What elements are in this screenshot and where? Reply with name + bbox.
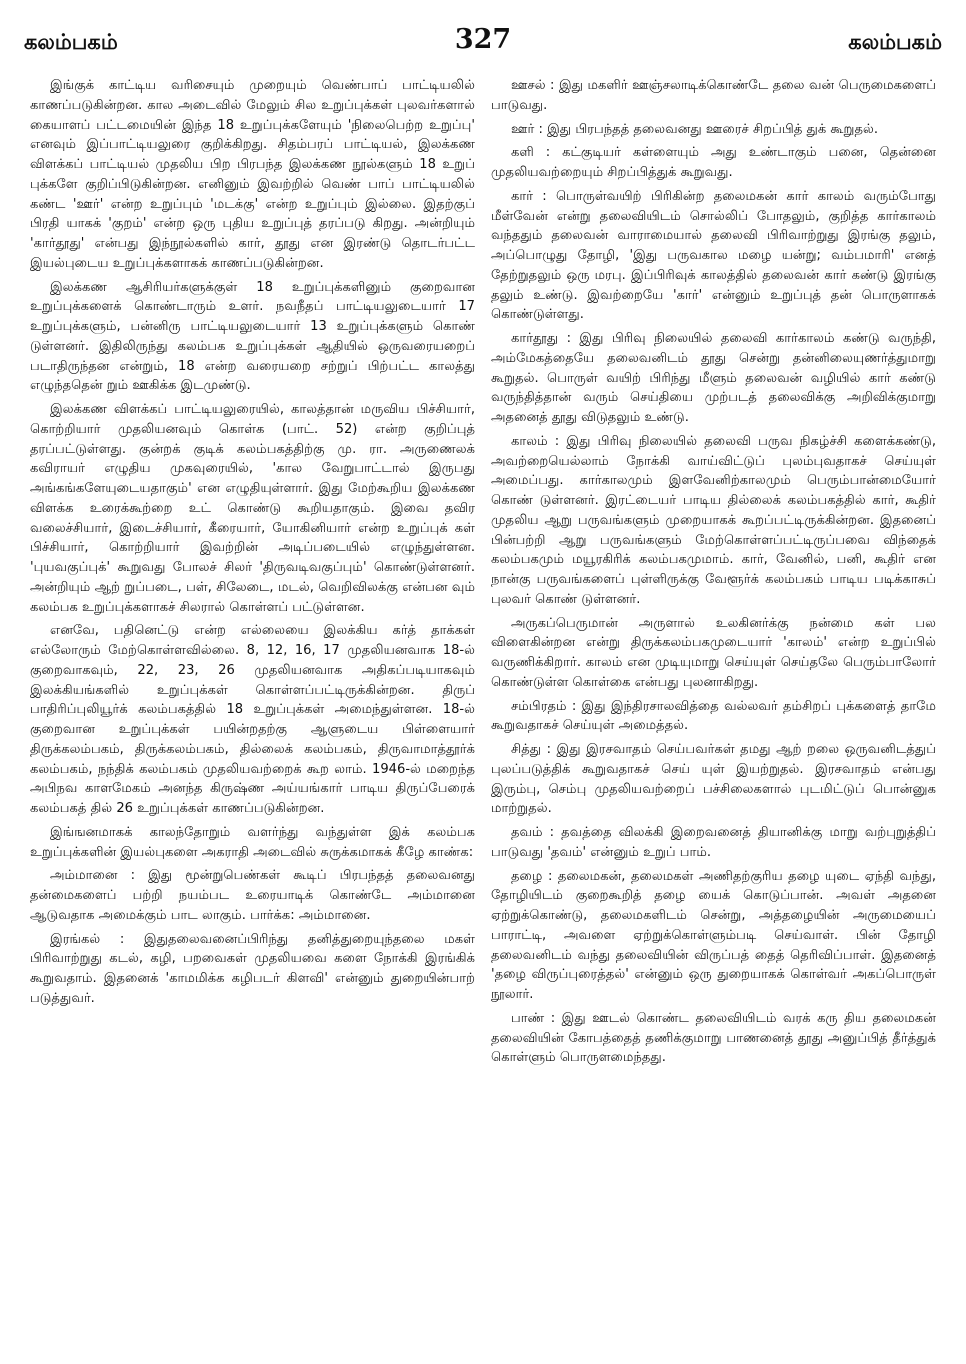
entry-term: அம்மானை : xyxy=(50,868,149,884)
glossary-entry: சம்பிரதம் : இது இந்திரசாலவித்தை வல்லவர் தம்சிறப் புக்களைத் தாமே கூறுவதாகச் செய்யுள் அமைத்தல். xyxy=(491,698,936,734)
entry-term: சம்பிரதம் : xyxy=(511,698,582,714)
glossary-entry: காலம் : இது பிரிவு நிலையில் தலைவி பருவ நிகழ்ச்சி களைக்கண்டு, அவற்றையெல்லாம் நோக்கி வாய்விட்டுப் புலம்புவதாகச் செய்யுள் அமைப்பது. கார்காலமும் இளவேனிற்காலமும் பெரும்பான்மையோர் கொண் டுள்ளனர். இரட்டையர் பாடிய தில்லைக் கலம்பகத்தில் கார், கூதிர் முதலிய ஆறு பருவங்களும் முறையாகக் கூறப்பட்டிருக்கின்றன. இதனைப் பின்பற்றி ஆறு பருவங்களும் மேற்கொள்ளப்பட்டிருப்பவை விந்தைக் கலம்பகமும் மயூரகிரிக் கலம்பகமுமாம். கார், வேனில், பனி, கூதிர் என நான்கு பருவங்களைப் புள்ளிருக்கு வேளூர்க் கலம்பகம் பாடிய படிக்காசுப் புலவர் கொண் டுள்ளனர். xyxy=(491,433,936,607)
entry-term: தவம் : xyxy=(511,825,562,840)
paragraph: இலக்கண விளக்கப் பாட்டியலுரையில், காலத்தான் மருவிய பிச்சியார், கொற்றியார் முதலியனவும் கொள்க (பாட். 52) என்ற குறிப்புத் தரப்பட்டுள்ளது. குன்றக் குடிக் கலம்பகத்திற்கு மு. ரா. அருணைலக் கவிராயர் எழுதிய முகவுரையில், 'கால வேறுபாட்டால் இருபது அங்கங்களேயுடையதாகும்' என எழுதியுள்ளார். இது மேற்கூறிய இலக்கண விளக்க உரைக்கூற்றை உட் கொண்டு கூறியதாகும். இவை தவிர வலைச்சியார், இடைச்சியார், கீரையார், யோகினியார் என்ற உறுப்புக் கள் பிச்சியார், கொற்றியார் இவற்றின் அடிப்படையில் எழுந்துள்ளன. 'புயவகுப்புக்' கூறுவது போலச் சிலர் 'திருவடிவகுப்பும்' கொண்டுள்ளனர். அன்றியும் ஆற் றுப்படை, பள், சிலேடை, மடல், வெறிவிலக்கு என்பன வும் கலம்பக உறுப்புக்களாகச் சிலரால் கொள்ளப் பட்டுள்ளன. xyxy=(30,402,475,615)
paragraph: இங்ஙனமாகக் காலந்தோறும் வளர்ந்து வந்துள்ள இக் கலம்பக உறுப்புக்களின் இயல்புகளை அகராதி அடைவில் சுருக்கமாகக் கீழே காண்க: xyxy=(30,824,475,860)
entry-term: தழை : xyxy=(511,868,558,884)
entry-term: ஊசல் : xyxy=(511,78,559,93)
entry-term: கார் : xyxy=(511,188,556,204)
entry-term: களி : xyxy=(511,145,563,161)
glossary-entry: தழை : தலைமகன், தலைமகள் அணிதற்குரிய தழை யுடை ஏந்தி வந்து, தோழியிடம் குறைகூறித் தழை யைக் கொடுப்பான். அவள் அதனை ஏற்றுக்கொண்டு, தலைமகளிடம் சென்று, அத்தழையின் அருமையைப் பாராட்டி, அவளை ஏற்றுக்கொள்ளும்படி செய்வாள். பின் தோழி தலைவனிடம் வந்து தலைவியின் விருப்பத் தைத் தெரிவிப்பாள். இதனைத் 'தழை விருப்புரைத்தல்' என்னும் ஒரு துறையாகக் கொள்வர் அகப்பொருள் நூலார். xyxy=(491,868,936,1002)
paragraph: இங்குக் காட்டிய வரிசையும் முறையும் வெண்பாப் பாட்டியலில் காணப்படுகின்றன. கால அடைவில் மேலும் சில உறுப்புக்கள் புலவர்களால் கையாளப் பட்டமையின் இந்த 18 உறுப்புக்களேயும் 'நிலைபெற்ற உறுப்பு' எனவும் இப்பாட்டியலுரை குறிக்கிறது. சிதம்பரப் பாட்டியல், இலக்கண விளக்கப் பாட்டியல் முதலிய பிற பிரபந்த இலக்கண நூல்களும் 18 உறுப் புக்களே குறிப்பிடுகின்றன. எனினும் இவற்றில் வெண் பாப் பாட்டியலில் கண்ட 'ஊர்' என்ற உறுப்பும் 'மடக்கு' என்ற உறுப்பும் இல்லை. இதற்குப் பிரதி யாகக் 'குறம்' என்ற ஒரு புதிய உறுப்புத் தரப்படு கிறது. அன்றியும் 'கார்தூது' என்பது இந்நூல்களில் கார், தூது என இரண்டு தொடர்பட்ட இயல்புடைய உறுப்புக்களாகக் காணப்படுகின்றன. xyxy=(30,78,475,271)
glossary-entry: இரங்கல் : இதுதலைவனைப்பிரிந்து தனித்துறையுந்தலை மகள் பிரிவாற்றுது கடல், கழி, பறவைகள் முதலியவை களை நோக்கி இரங்கிக் கூறுவதாம். இதனைக் 'காமமிக்க கழிபடர் கிளவி' என்னும் துறையின்பாற் படுத்துவர். xyxy=(30,931,475,1006)
glossary-entry: பாண் : இது ஊடல் கொண்ட தலைவியிடம் வரக் கரு திய தலைமகன் தலைவியின் கோபத்தைத் தணிக்குமாறு பாணனைத் தூது அனுப்பித் தீர்த்துக் கொள்ளும் பொருளமைந்தது. xyxy=(491,1010,937,1066)
entry-term: சித்து : xyxy=(511,742,557,757)
glossary-entry: தவம் : தவத்தை விலக்கி இறைவனைத் தியானிக்கு மாறு வற்புறுத்திப் பாடுவது 'தவம்' என்னும் உறுப் பாம். xyxy=(491,825,936,860)
entry-term: பாண் : xyxy=(511,1010,562,1026)
entry-term: ஊர் : xyxy=(511,121,548,137)
glossary-entry: ஊசல் : இது மகளிர் ஊஞ்சலாடிக்கொண்டே தலை வன் பெருமைகளைப் பாடுவது. xyxy=(491,78,936,113)
page-header xyxy=(24,24,942,64)
glossary-entry: சித்து : இது இரசவாதம் செய்பவர்கள் தமது ஆற் றலை ஒருவனிடத்துப் புலப்படுத்திக் கூறுவதாகச் செய் யுள் இயற்றுதல். இரசவாதம் என்பது இரும்பு, செம்பு முதலியவற்றைப் பச்சிலைகளால் புடமிட்டுப் பொன்னுக மாற்றுதல். xyxy=(491,742,937,817)
entry-term: காலம் : xyxy=(511,433,567,449)
glossary-entry: கார்தூது : இது பிரிவு நிலையில் தலைவி கார்காலம் கண்டு வருந்தி, அம்மேகத்தையே தலைவனிடம் தூது சென்று தன்னிலையுணர்த்துமாறு கூறுதல். பொருள் வயிற் பிரிந்து மீளும் தலைவன் வழியில் கார் கண்டு வருந்தித்தான் வரும் செய்தியை முற்படத் தலைவிக்கு அறிவிக்குமாறு அதனைத் தூது விடுதலும் உண்டு. xyxy=(491,331,936,425)
glossary-entry: ஊர் : இது பிரபந்தத் தலைவனது ஊரைச் சிறப்பித் துக் கூறுதல். xyxy=(511,121,879,137)
glossary-entry: களி : கட்குடியர் கள்ளையும் அது உண்டாகும் பனை, தென்னை முதலியவற்றையும் சிறப்பித்துக் கூறுவது. xyxy=(491,145,936,180)
paragraph: அருகப்பெருமான் அருளால் உலகினர்க்கு நன்மை கள் பல விளைகின்றன என்று திருக்கலம்பகமுடையார் 'காலம்' என்ற உறுப்பில் வருணிக்கிறார். காலம் என முடியுமாறு செய்யுள் செய்தலே பெரும்பாலோர் கொண்டுள்ள கொள்கை என்பது புலனாகிறது. xyxy=(491,615,936,690)
running-head-right: கலம்பகம் xyxy=(848,30,942,54)
entry-term: கார்தூது : xyxy=(511,331,580,346)
left-column xyxy=(30,76,475,1013)
right-column xyxy=(491,76,936,1072)
glossary-entry: அம்மானை : இது மூன்றுபெண்கள் கூடிப் பிரபந்தத் தலைவனது தன்மைகளைப் பற்றி நயம்பட உரையாடிக் கொண்டே அம்மானை ஆடுவதாக அமைக்கும் பாட லாகும். பார்க்க: அம்மானை. xyxy=(30,868,475,923)
page-number: 327 xyxy=(454,24,512,55)
glossary-entry: கார் : பொருள்வயிற் பிரிகின்ற தலைமகன் கார் காலம் வரும்போது மீள்வேன் என்று தலைவியிடம் சொல்லிப் போதலும், குறித்த கார்காலம் வந்ததும் தலைவன் வாராமையால் தலைவி பிரிவாற்றுது இரங்கு தலும், அப்பொழுது தோழி, 'இது பருவகால மழை யன்று; வம்பமாரி' எனத் தேற்றுதலும் ஒரு மரபு. இப்பிரிவுக் காலத்தில் தலைவன் கார் கண்டு இரங்கு தலும் உண்டு. இவற்றையே 'கார்' என்னும் உறுப்புத் தன் பொருளாகக் கொண்டுள்ளது. xyxy=(491,188,937,323)
entry-term: இரங்கல் : xyxy=(50,931,144,947)
paragraph: எனவே, பதினெட்டு என்ற எல்லையை இலக்கிய கர்த் தாக்கள் எல்லோரும் மேற்கொள்ளவில்லை. 8, 12, 16, 17 முதலியனவாக 18-ல் குறைவாகவும், 22, 23, 26 முதலியனவாக அதிகப்படியாகவும் இலக்கியங்களில் உறுப்புக்கள் கொள்ளப்பட்டிருக்கின்றன. திருப் பாதிரிப்புலியூர்க் கலம்பகத்தில் 18 உறுப்புக்கள் அமைந்துள்ளன. 18-ல் குறைவான உறுப்புக்கள் பயின்றதற்கு ஆளுடைய பிள்ளையார் திருக்கலம்பகம், திருக்கலம்பகம், தில்லைக் கலம்பகம், திருவாமாத்தூர்க் கலம்பகம், நந்திக் கலம்பகம் முதலியவற்றைக் கூற லாம். 1946-ல் மறைந்த அபிநவ காளமேகம் அனந்த கிருஷ்ண அய்யங்கார் பாடிய திருப்பேரைக் கலம்பகத் தில் 26 உறுப்புக்கள் காணப்படுகின்றன. xyxy=(30,623,475,816)
running-head-left: கலம்பகம் xyxy=(24,30,118,54)
paragraph: இலக்கண ஆசிரியர்களுக்குள் 18 உறுப்புக்களினும் குறைவான உறுப்புக்களைக் கொண்டாரும் உளர். நவநீதப் பாட்டியலுடையார் 17 உறுப்புக்களும், பன்னிரு பாட்டியலுடையார் 13 உறுப்புக்களும் கொண் டுள்ளனர். இதிலிருந்து கலம்பக உறுப்புக்கள் ஆதியில் ஒருவரையறைப் படாதிருந்தன என்றும், 18 என்ற வரையறை சற்றுப் பிற்பட்ட காலத்து எழுந்ததென் றும் ஊகிக்க இடமுண்டு. xyxy=(30,279,475,394)
